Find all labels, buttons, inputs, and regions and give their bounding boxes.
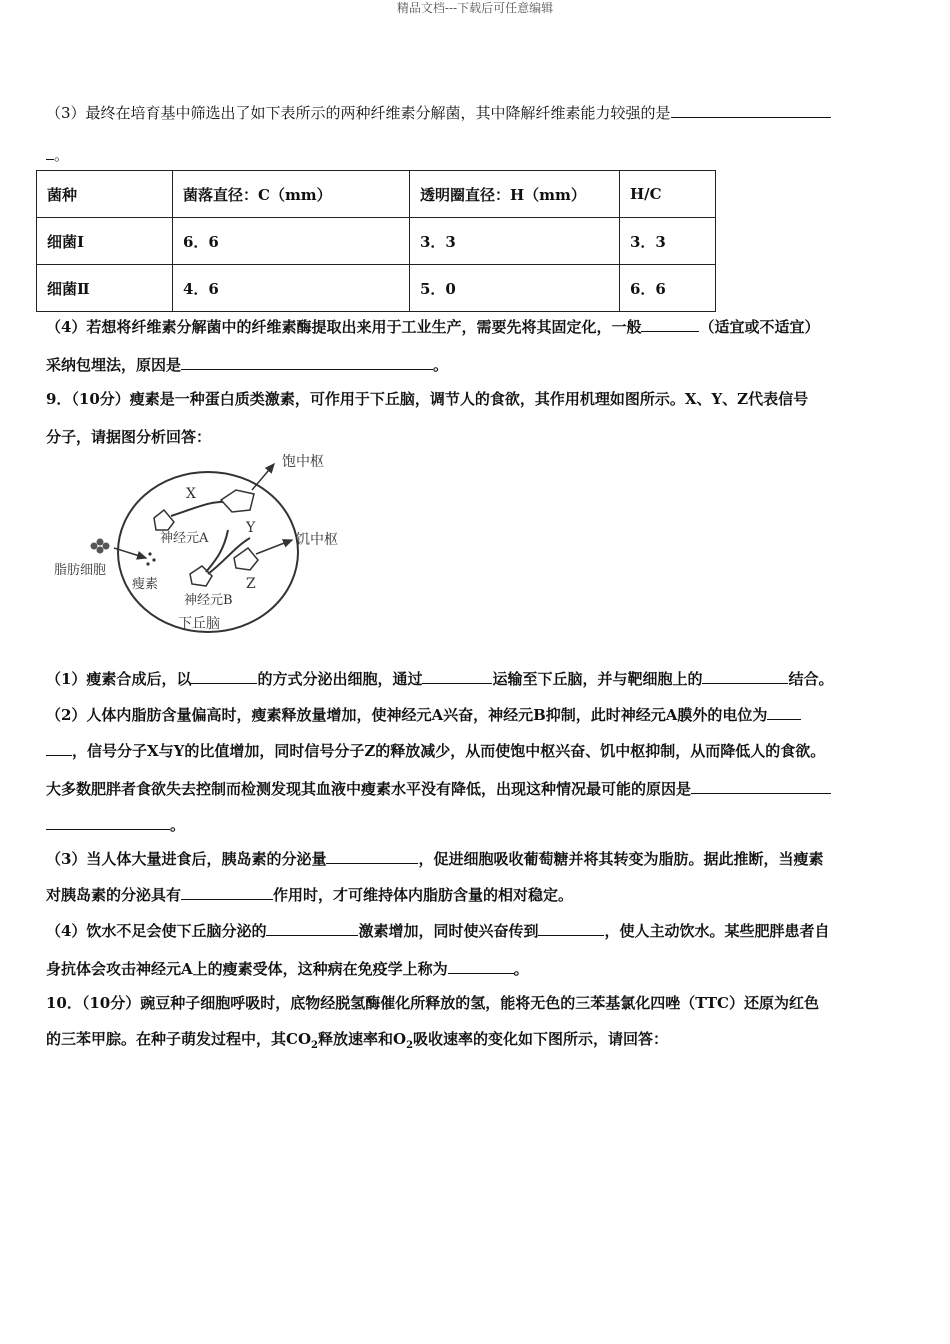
q9-stem: 9．（10分）瘦素是一种蛋白质类激素，可作用于下丘脑，调节人的食欲，其作用机理如图所示。X、Y、Z代表信号 <box>46 390 809 408</box>
answer-blank[interactable] <box>46 740 72 756</box>
q8-part4-end: 。 <box>433 356 449 374</box>
q9-part2-text: （2）人体内脂肪含量偏高时，瘦素释放量增加，使神经元A兴奋，神经元B抑制，此时神经元A膜外的电位为 <box>46 706 768 724</box>
neuron-b-label: 神经元B <box>184 593 233 608</box>
answer-blank[interactable] <box>422 668 492 684</box>
target-neuron-lower <box>234 548 258 570</box>
q8-part4-reason: 采纳包埋法，原因是 <box>46 356 182 374</box>
answer-blank[interactable] <box>538 920 604 936</box>
bacteria-table <box>36 170 716 312</box>
q8-part3-end: 。 <box>54 146 70 164</box>
satiety-arrow <box>252 464 274 490</box>
table-header-cell: 透明圈直径：H（mm） <box>410 171 620 218</box>
q9-part2-end: 。 <box>170 816 186 834</box>
q9-part4-text: 激素增加，同时使兴奋传到 <box>358 922 539 940</box>
q9-part2-cont <box>46 740 906 762</box>
leptin-dots <box>146 552 155 565</box>
table-cell: 6．6 <box>173 218 410 265</box>
q10-stem-text: 吸收速率的变化如下图所示，请回答： <box>413 1030 669 1048</box>
answer-blank[interactable] <box>46 814 170 830</box>
table-row <box>37 218 716 265</box>
co2-subscript: 2 <box>311 1040 318 1051</box>
q9-part2-text: ，信号分子X与Y的比值增加，同时信号分子Z的释放减少，从而使饱中枢兴奋、饥中枢抑制，从而降低人的食欲。 <box>72 742 826 760</box>
q8-part3-text: （3）最终在培育基中筛选出了如下表所示的两种纤维素分解菌，其中降解纤维素能力较强的是 <box>46 104 671 122</box>
table-header-cell: H/C <box>620 171 716 218</box>
table-cell: 4．6 <box>173 265 410 312</box>
o2-subscript: 2 <box>406 1040 414 1051</box>
q8-part4-options: （适宜或不适宜） <box>699 318 820 336</box>
table-cell: 5．0 <box>410 265 620 312</box>
q9-part1 <box>46 668 906 690</box>
target-neuron-upper <box>221 490 254 512</box>
answer-blank[interactable] <box>448 958 514 974</box>
table-cell: 细菌Ⅱ <box>37 265 173 312</box>
hypothalamus-circle <box>118 472 298 632</box>
q9-part4-text: 身抗体会攻击神经元A上的瘦素受体，这种病在免疫学上称为 <box>46 960 448 978</box>
q9-part4-end: 。 <box>513 960 529 978</box>
satiety-label: 饱中枢 <box>282 454 324 470</box>
hunger-arrow <box>256 540 292 554</box>
q9-part2-cont2 <box>46 778 906 800</box>
leptin-label: 瘦素 <box>132 577 159 592</box>
q10-stem-text: 释放速率和O <box>317 1030 407 1048</box>
answer-blank[interactable] <box>641 316 699 332</box>
q8-part4-cont <box>46 354 906 376</box>
q9-part4 <box>46 920 906 942</box>
q10-stem-text: 的三苯甲腙。在种子萌发过程中，其CO <box>46 1030 312 1048</box>
q9-part2 <box>46 704 906 726</box>
signal-x-label: X <box>186 486 196 502</box>
table-cell: 3．3 <box>410 218 620 265</box>
q9-part3-text: ，促进细胞吸收葡萄糖并将其转变为脂肪。据此推断，当瘦素 <box>418 850 824 868</box>
answer-blank[interactable] <box>191 668 257 684</box>
q10-stem-cont <box>46 1028 906 1057</box>
answer-blank[interactable] <box>767 704 801 720</box>
neuron-a-axon <box>171 502 231 516</box>
q9-part3-text: 作用时，才可维持体内脂肪含量的相对稳定。 <box>273 886 574 904</box>
signal-y-label: Y <box>246 520 256 536</box>
signal-z-label: Z <box>246 576 256 592</box>
leptin-mechanism-diagram <box>46 450 366 640</box>
q9-part3-text: 对胰岛素的分泌具有 <box>46 886 182 904</box>
q9-part2-text: 大多数肥胖者食欲失去控制而检测发现其血液中瘦素水平没有降低，出现这种情况最可能的原因是 <box>46 780 692 798</box>
q8-part3 <box>46 102 906 124</box>
hypothalamus-label: 下丘脑 <box>178 616 220 632</box>
q9-part1-text: 运输至下丘脑，并与靶细胞上的 <box>492 670 703 688</box>
q9-part4-cont <box>46 958 906 980</box>
q8-part4 <box>46 316 906 338</box>
q9-part2-cont3 <box>46 814 906 836</box>
fat-cell-label: 脂肪细胞 <box>54 563 107 578</box>
q9-part3 <box>46 848 906 870</box>
q8-part3-cont <box>46 144 906 166</box>
answer-blank[interactable] <box>671 102 831 118</box>
table-cell: 细菌Ⅰ <box>37 218 173 265</box>
table-cell: 6．6 <box>620 265 716 312</box>
answer-blank[interactable] <box>691 778 831 794</box>
hunger-label: 饥中枢 <box>296 532 338 548</box>
neuron-a-label: 神经元A <box>160 531 209 546</box>
q9-part1-text: 的方式分泌出细胞，通过 <box>257 670 423 688</box>
answer-blank[interactable] <box>702 668 788 684</box>
q9-part3-cont <box>46 884 906 906</box>
q9-part4-text: （4）饮水不足会使下丘脑分泌的 <box>46 922 267 940</box>
q9-stem-cont: 分子，请据图分析回答： <box>46 428 212 446</box>
answer-blank[interactable] <box>46 144 54 160</box>
answer-blank[interactable] <box>326 848 418 864</box>
table-cell: 3．3 <box>620 218 716 265</box>
table-header-cell: 菌种 <box>37 171 173 218</box>
q10-stem: 10．（10分）豌豆种子细胞呼吸时，底物经脱氢酶催化所释放的氢，能将无色的三苯基氯化四唑（TTC）还原为红色 <box>46 994 819 1012</box>
answer-blank[interactable] <box>181 354 433 370</box>
fat-cell-icon <box>91 539 110 554</box>
page-header: 精品文档---下载后可任意编辑 <box>396 1 554 15</box>
table-header-row <box>37 171 716 218</box>
neuron-a-body <box>154 510 174 530</box>
table-row <box>37 265 716 312</box>
answer-blank[interactable] <box>181 884 273 900</box>
q9-part1-end: 结合。 <box>788 670 834 688</box>
table-header-cell: 菌落直径：C（mm） <box>173 171 410 218</box>
q8-part4-text: （4）若想将纤维素分解菌中的纤维素酶提取出来用于工业生产，需要先将其固定化，一般 <box>46 318 642 336</box>
q9-part4-text: ，使人主动饮水。某些肥胖患者自 <box>604 922 830 940</box>
q9-part3-text: （3）当人体大量进食后，胰岛素的分泌量 <box>46 850 327 868</box>
q9-part1-text: （1）瘦素合成后，以 <box>46 670 192 688</box>
answer-blank[interactable] <box>266 920 358 936</box>
